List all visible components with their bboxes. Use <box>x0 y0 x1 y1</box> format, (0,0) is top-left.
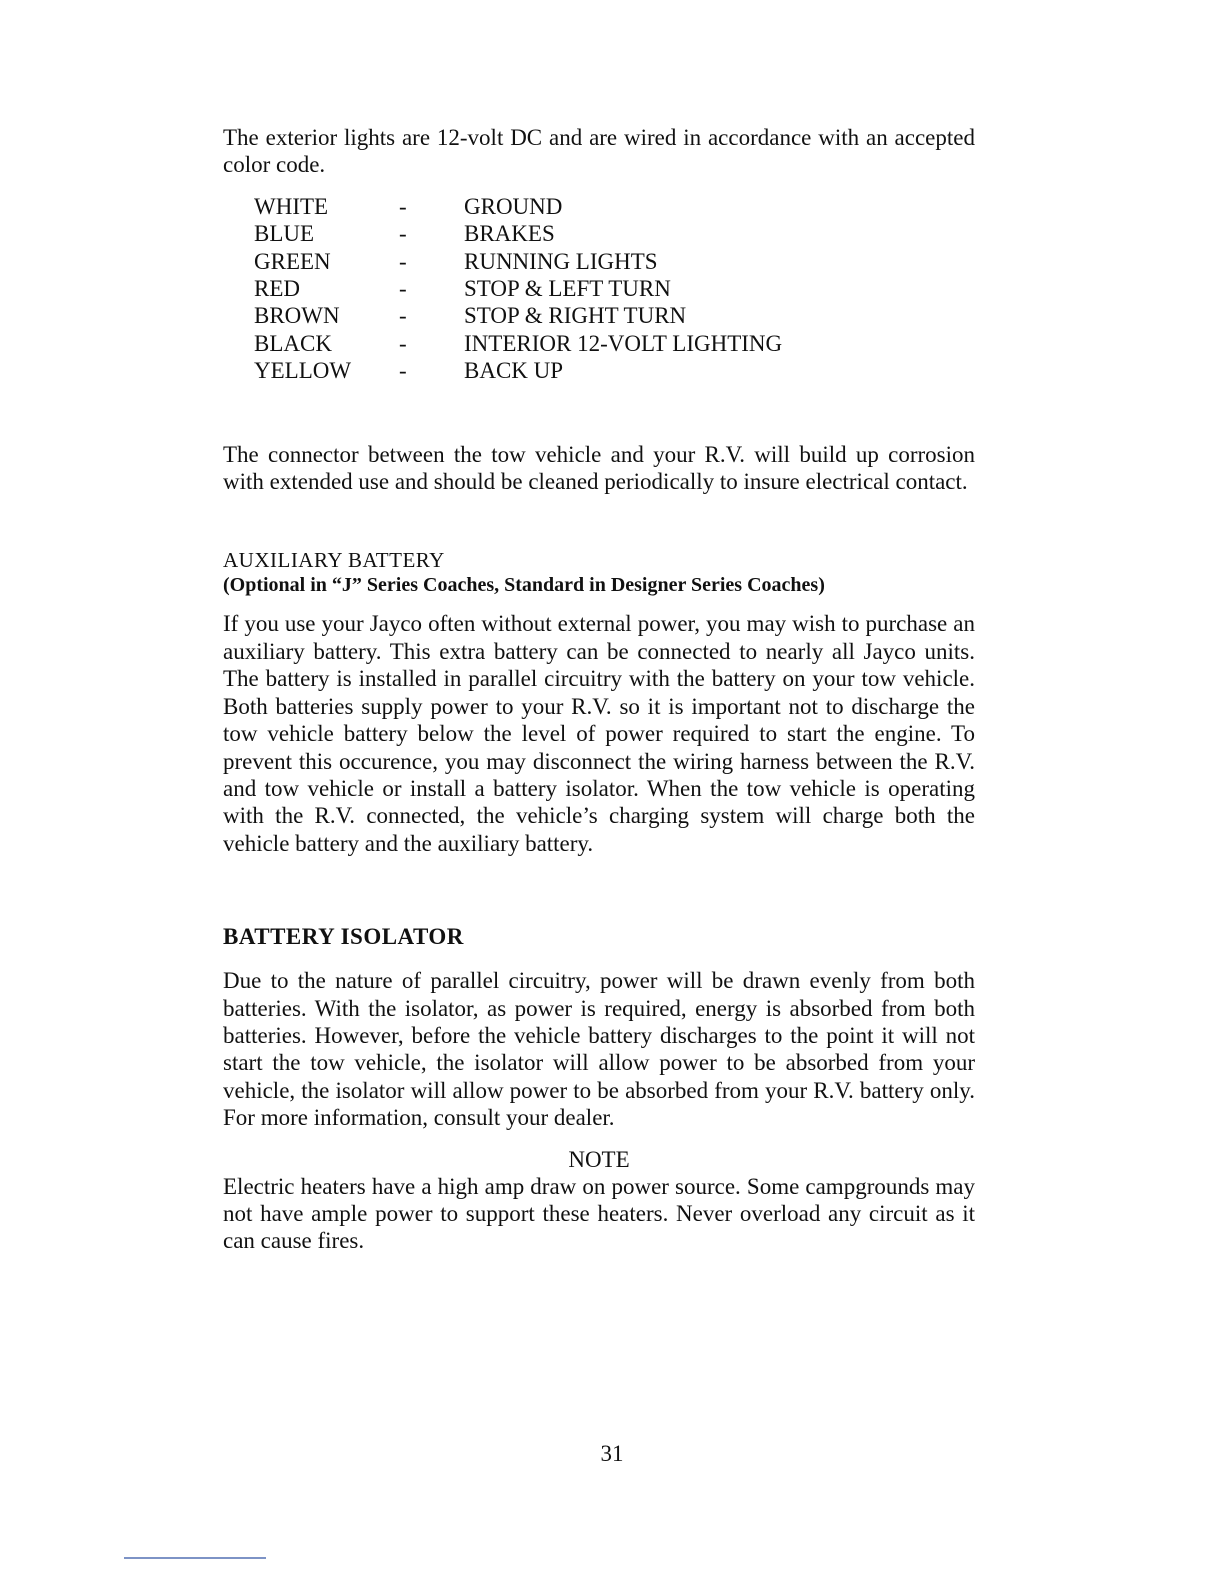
color-code-row <box>254 275 782 302</box>
separator-dash: - <box>399 358 407 384</box>
separator-dash: - <box>399 276 407 302</box>
color-code-table <box>254 193 782 385</box>
battery-isolator-heading: BATTERY ISOLATOR <box>223 924 464 950</box>
auxiliary-battery-heading: AUXILIARY BATTERY <box>223 548 445 573</box>
wire-function-label: GROUND <box>464 193 563 219</box>
note-paragraph: Electric heaters have a high amp draw on power source. Some campgrounds may not have ample power to support these heaters. Never overload any circuit as it can cause fires. <box>223 1173 975 1254</box>
wire-color-label: WHITE <box>254 193 329 219</box>
wire-function-label: BACK UP <box>464 358 564 384</box>
color-code-row <box>254 193 782 220</box>
wire-color-label: BLUE <box>254 221 315 247</box>
color-code-row <box>254 302 782 329</box>
wire-function-label: BRAKES <box>464 221 555 247</box>
wire-function-label: STOP & LEFT TURN <box>464 276 671 302</box>
page-content <box>223 124 975 1255</box>
color-code-row <box>254 357 782 384</box>
separator-dash: - <box>399 193 407 219</box>
wire-color-label: GREEN <box>254 248 331 274</box>
wire-function-label: RUNNING LIGHTS <box>464 248 658 274</box>
color-code-row <box>254 330 782 357</box>
separator-dash: - <box>399 303 407 329</box>
wire-color-label: RED <box>254 276 300 302</box>
battery-isolator-paragraph: Due to the nature of parallel circuitry, power will be drawn evenly from both batteries. With the isolator, as power is required, energy is absorbed from both batteries. However, before the vehicle battery discharges to the point it will not start the tow vehicle, the isolator will allow power to be absorbed from your vehicle, the isolator will allow power to be absorbed from your R.V. battery only. For more information, consult your dealer. <box>223 968 975 1131</box>
color-code-row <box>254 248 782 275</box>
auxiliary-battery-paragraph: If you use your Jayco often without external power, you may wish to purchase an auxiliary battery. This extra battery can be connected to nearly all Jayco units. The battery is installed in parallel circuitry with the battery on your tow vehicle. Both batteries supply power to your R.V. so it is important not to discharge the tow vehicle battery below the level of power required to start the engine. To prevent this occurence, you may disconnect the wiring harness between the R.V. and tow vehicle or install a battery isolator. When the tow vehicle is operating with the R.V. connected, the vehicle’s charging system will charge both the vehicle battery and the auxiliary battery. <box>223 611 975 856</box>
auxiliary-battery-subheading: (Optional in “J” Series Coaches, Standard in Designer Series Coaches) <box>223 574 825 597</box>
note-heading: NOTE <box>568 1146 630 1172</box>
wire-function-label: INTERIOR 12-VOLT LIGHTING <box>464 330 783 356</box>
connector-paragraph: The connector between the tow vehicle and your R.V. will build up corrosion with extended use and should be cleaned periodically to insure electrical contact. <box>223 441 975 495</box>
separator-dash: - <box>399 248 407 274</box>
separator-dash: - <box>399 330 407 356</box>
color-code-row <box>254 220 782 247</box>
separator-dash: - <box>399 221 407 247</box>
scan-edge-line <box>124 1557 266 1559</box>
page-number: 31 <box>600 1441 624 1466</box>
wire-color-label: BLACK <box>254 330 332 356</box>
intro-paragraph: The exterior lights are 12-volt DC and are wired in accordance with an accepted color code. <box>223 125 975 178</box>
wire-color-label: BROWN <box>254 303 340 329</box>
wire-color-label: YELLOW <box>254 358 352 384</box>
wire-function-label: STOP & RIGHT TURN <box>464 303 687 329</box>
